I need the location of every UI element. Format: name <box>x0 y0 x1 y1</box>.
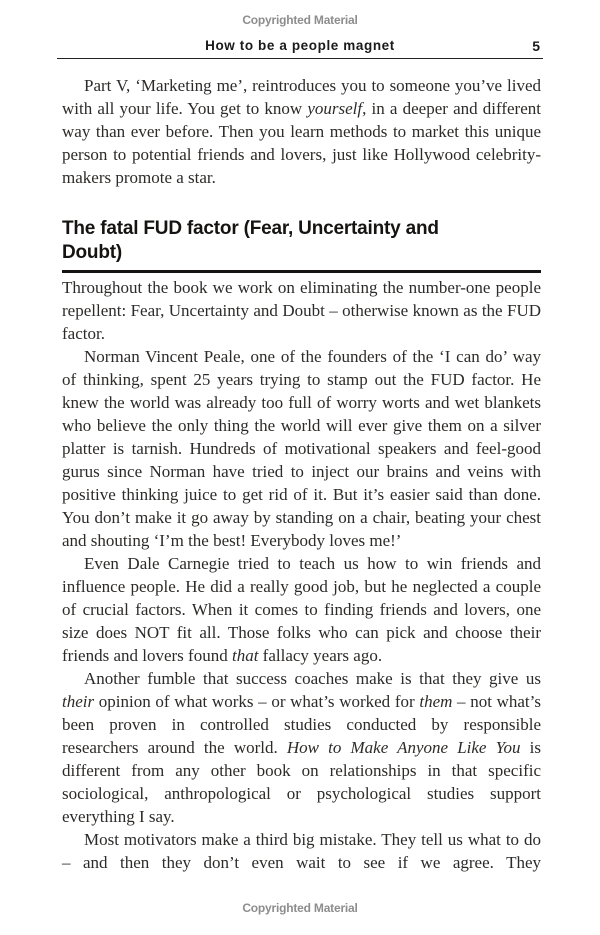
text-run: Throughout the book we work on eliminating the number-one people repellent: Fear, Uncertainty and Doubt – otherwise known as the FUD factor. <box>62 278 541 343</box>
copyright-watermark-top: Copyrighted Material <box>242 13 358 27</box>
text-run: Part V, ‘Marketing me’, reintroduces you to someone you’ve lived with all your life. You get to know <box>62 76 541 118</box>
paragraph <box>62 828 541 874</box>
italic-text-run: that <box>231 646 259 665</box>
page-number: 5 <box>532 38 540 54</box>
text-run: Another fumble that success coaches make is that they give us <box>84 669 541 688</box>
paragraph <box>62 667 541 828</box>
running-header <box>57 38 543 59</box>
intro-paragraphs <box>62 74 541 189</box>
section-paragraphs <box>62 276 541 874</box>
paragraph <box>62 74 541 189</box>
text-run: Norman Vincent Peale, one of the founders of the ‘I can do’ way of thinking, spent 25 years trying to stamp out the FUD factor. He knew the world was already too full of worry worts and wet blankets who believe the only thing the world will ever give them on a silver platter is tarnish. Hundreds of motivational speakers and feel-good gurus since Norman have tried to inject our brains and veins with positive thinking juice to get rid of it. But it’s easier said than done. You don’t make it go away by standing on a chair, beating your chest and shouting ‘I’m the best! Everybody loves me!’ <box>62 347 541 550</box>
italic-text-run: their <box>62 692 95 711</box>
text-run: , in a deeper and different way than ever before. Then you learn methods to market this unique person to potential friends and lovers, just like Hollywood celebrity-makers promote a star. <box>62 99 541 187</box>
text-run: opinion of what works – or what’s worked for <box>94 692 420 711</box>
italic-text-run: them <box>419 692 453 711</box>
section-heading: The fatal FUD factor (Fear, Uncertainty and Doubt) <box>62 218 439 263</box>
copyright-watermark-bottom: Copyrighted Material <box>242 901 358 915</box>
text-run: fallacy years ago. <box>258 646 383 665</box>
italic-text-run: yourself <box>307 99 363 118</box>
text-run: – not what’s been proven in controlled studies conducted by responsible researchers around the world. <box>62 692 541 757</box>
italic-text-run: How to Make Anyone Like You <box>286 738 521 757</box>
paragraph <box>62 552 541 667</box>
heading-rule <box>62 270 541 273</box>
paragraph <box>62 276 541 345</box>
text-run: is different from any other book on relationships in that specific sociological, anthropological or psychological studies support everything I say. <box>62 738 541 826</box>
text-run: Even Dale Carnegie tried to teach us how to win friends and influence people. He did a really good job, but he neglected a couple of crucial factors. When it comes to finding friends and lovers, one size does NOT fit all. Those folks who can pick and choose their friends and lovers found <box>62 554 541 665</box>
paragraph <box>62 345 541 552</box>
running-header-title: How to be a people magnet <box>205 38 395 53</box>
text-run: Most motivators make a third big mistake. They tell us what to do – and then they don’t even wait to see if we agree. They <box>62 830 541 872</box>
page-content <box>62 74 541 874</box>
